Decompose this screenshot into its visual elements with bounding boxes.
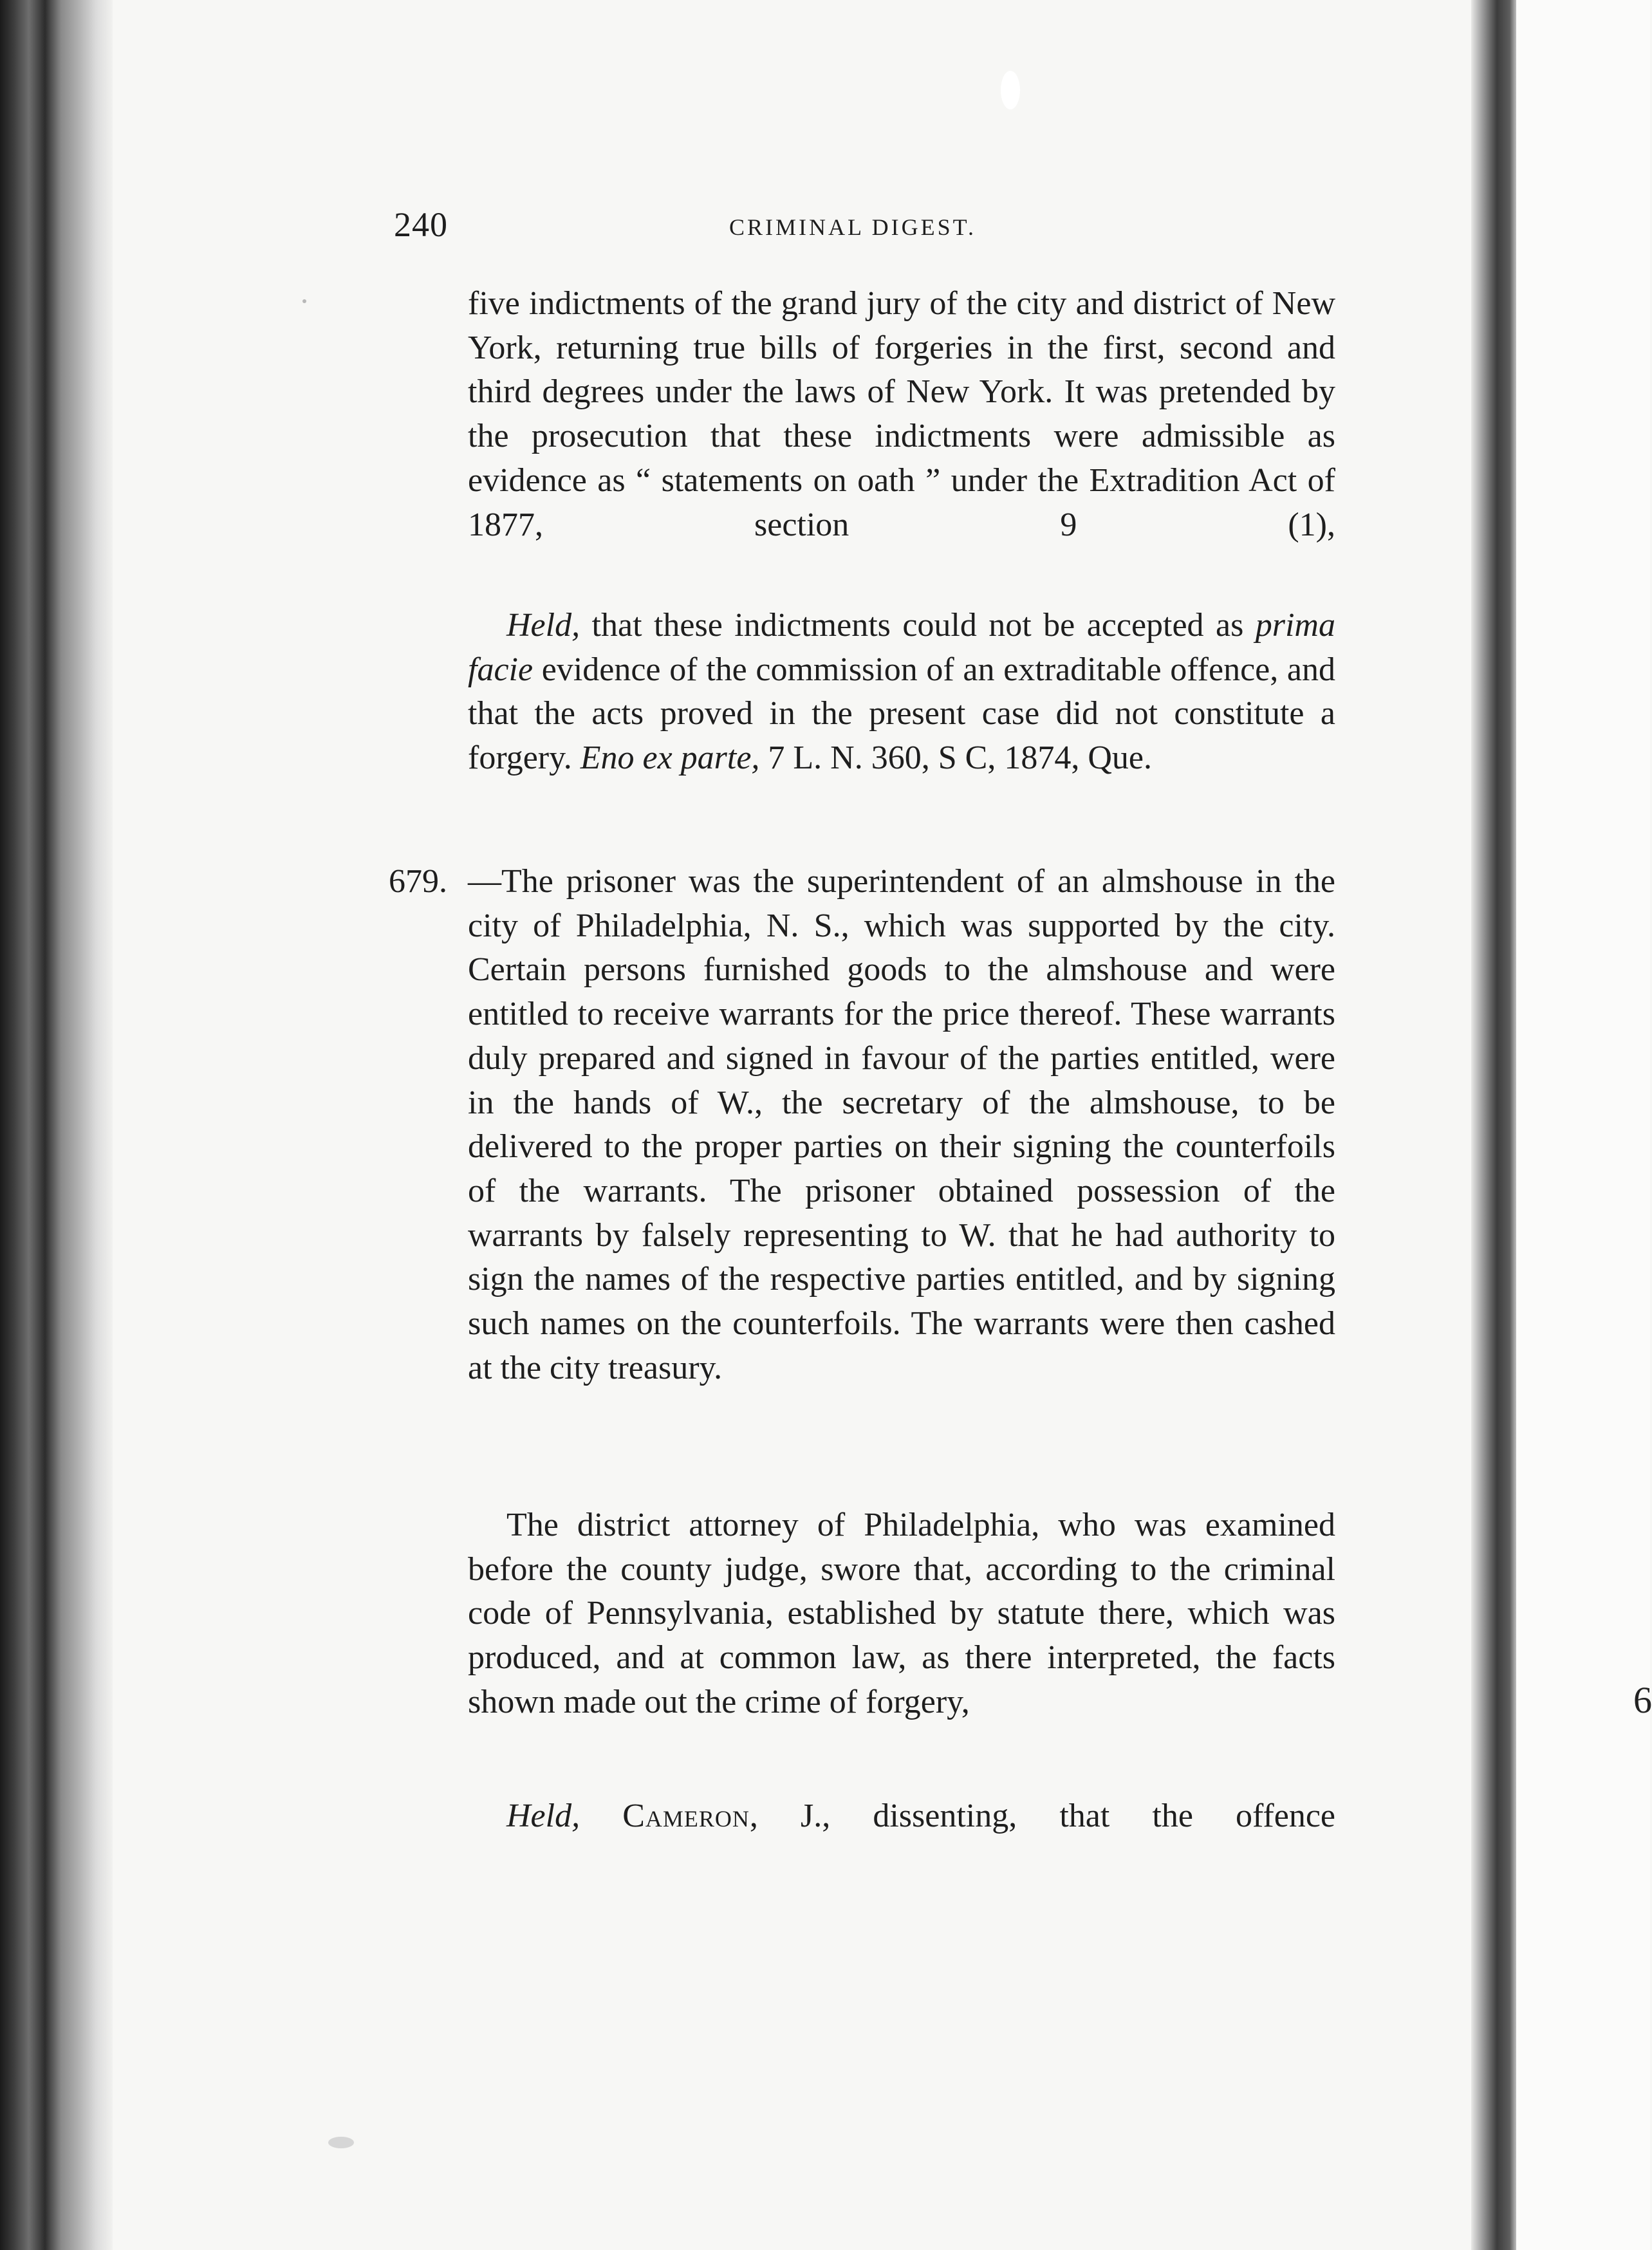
scan-speck [328, 2137, 354, 2148]
entry-number: 679. [389, 863, 447, 900]
facing-page-fragment: 6 [1633, 1679, 1652, 1721]
page-edge [1471, 0, 1516, 2250]
page-number: 240 [394, 205, 448, 244]
paragraph-held-dissent [468, 1794, 1335, 1841]
paragraph-continuation [468, 282, 1335, 591]
held-label: Held, [506, 1798, 580, 1834]
latin-phrase: prima facie [468, 607, 1335, 688]
paragraph-text: —The prisoner was the superintendent of an almshouse in the city of Philadelphia, N. S., which was supported by the city. Certain persons furnished goods to the almshouse and were entitled to receive warrants for the price thereof. These warrants duly prepared and signed in favour of the parties entitled, were in the hands of W., the secretary of the almshouse, to be delivered to the proper parties on their signing the counterfoils of the warrants. The prisoner obtained possession of the warrants by falsely representing to W. that he had authority to sign the names of the respective parties entitled, and by signing such names on the counterfoils. The warrants were then cashed at the city treasury. [468, 863, 1335, 1386]
paragraph-text: that these indictments could not be accepted as [580, 607, 1256, 644]
paragraph-text: five indictments of the grand jury of the city and district of New York, returning true bills of forgeries in the first, second and third degrees under the laws of New York. It was pretended by the prosecution that these indictments were admissible as evidence as “ statements on oath ” under the Extradition Act of 1877, section 9 (1), [468, 285, 1335, 543]
scan-speck [1001, 71, 1020, 109]
book-gutter [0, 0, 113, 2250]
facing-page [1516, 0, 1650, 2250]
scan-speck [302, 299, 306, 303]
case-citation: 7 L. N. 360, S C, 1874, Que. [759, 739, 1152, 777]
running-title: CRIMINAL DIGEST. [729, 214, 976, 240]
judge-name: Cameron [622, 1798, 750, 1834]
case-citation-name: Eno ex parte, [580, 739, 760, 777]
paragraph-text: The district attorney of Philadelphia, who was examined before the county judge, swore that, according to the criminal code of Pennsylvania, established by statute there, which was produced, and at common law, as there interpreted, the facts shown made out the crime of forgery, [468, 1507, 1335, 1720]
paragraph-district-attorney [468, 1503, 1335, 1769]
held-label: Held, [506, 607, 580, 644]
paragraph-text: evidence of the commission of an extraditable offence, and that the acts proved in the present case did not constitute a forgery. [468, 651, 1335, 777]
paragraph-entry-679 [468, 860, 1335, 1478]
paragraph-held [468, 604, 1335, 826]
paragraph-text: , J., dissenting, that the offence [749, 1798, 1335, 1834]
